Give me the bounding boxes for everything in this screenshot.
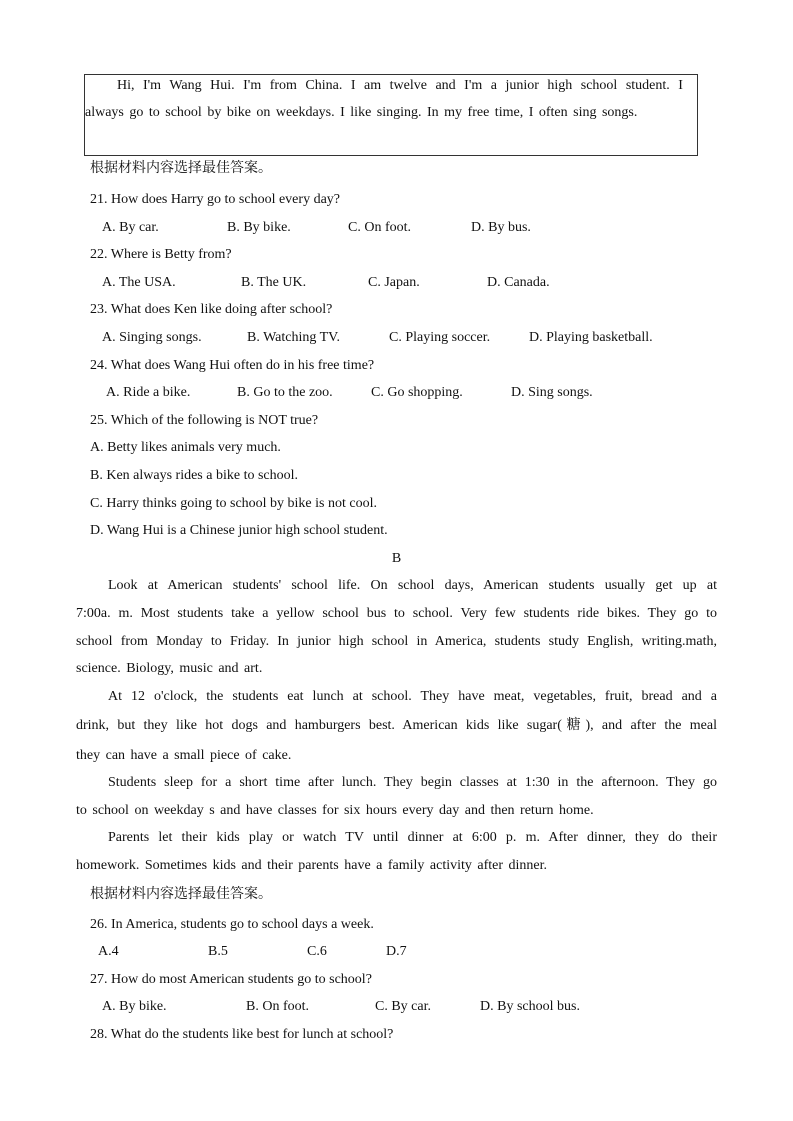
q22-option-d: D. Canada. [487,275,550,290]
section-b-label: B [391,551,402,566]
q27-option-c: C. By car. [375,999,431,1014]
passage-b-line-2: 7:00a. m. Most students take a yellow school bus to school. Very few students ride bikes. They go to [76,606,717,621]
q23-option-a: A. Singing songs. [102,330,202,345]
passage-a-box [84,74,698,156]
question-24: 24. What does Wang Hui often do in his free time? [90,358,375,373]
q25-option-b: B. Ken always rides a bike to school. [90,468,299,483]
passage-b-line-8: Students sleep for a short time after lunch. They begin classes at 1:30 in the afternoon. They go [108,775,717,790]
q21-option-a: A. By car. [102,220,159,235]
question-22: 22. Where is Betty from? [90,247,232,262]
q23-option-d: D. Playing basketball. [529,330,653,345]
q27-option-d: D. By school bus. [480,999,580,1014]
passage-b-line-3: school from Monday to Friday. In junior high school in America, students study English, writing.math, [76,634,717,649]
q23-option-c: C. Playing soccer. [389,330,491,345]
question-25: 25. Which of the following is NOT true? [90,413,319,428]
passage-b-line-1: Look at American students' school life. On school days, American students usually get up at [108,578,717,593]
q24-option-b: B. Go to the zoo. [237,385,333,400]
passage-b-line-4: science. Biology, music and art. [76,661,263,676]
q26-option-a: A.4 [98,944,119,959]
instruction-b: 根据材料内容选择最佳答案。 [90,886,272,902]
passage-b-line-9: to school on weekday s and have classes for six hours every day and then return home. [76,803,594,818]
passage-b-line-10: Parents let their kids play or watch TV until dinner at 6:00 p. m. After dinner, they do their [108,830,717,845]
q24-option-d: D. Sing songs. [511,385,593,400]
instruction-a: 根据材料内容选择最佳答案。 [90,160,272,176]
q25-option-d: D. Wang Hui is a Chinese junior high school student. [90,523,388,538]
passage-b-line-11: homework. Sometimes kids and their parents have a family activity after dinner. [76,858,548,873]
q24-option-c: C. Go shopping. [371,385,463,400]
q23-option-b: B. Watching TV. [247,330,340,345]
q25-option-a: A. Betty likes animals very much. [90,440,281,455]
q22-option-b: B. The UK. [241,275,307,290]
passage-b-line-5: At 12 o'clock, the students eat lunch at school. They have meat, vegetables, fruit, bread and a [108,689,717,704]
q21-option-b: B. By bike. [227,220,291,235]
q21-option-d: D. By bus. [471,220,531,235]
q22-option-a: A. The USA. [102,275,176,290]
passage-a-line-1: Hi, I'm Wang Hui. I'm from China. I am twelve and I'm a junior high school student. I [117,78,683,93]
question-23: 23. What does Ken like doing after school? [90,302,333,317]
question-21: 21. How does Harry go to school every day? [90,192,340,207]
question-27: 27. How do most American students go to school? [90,972,372,987]
q25-option-c: C. Harry thinks going to school by bike is not cool. [90,496,377,511]
q27-option-b: B. On foot. [246,999,309,1014]
q22-option-c: C. Japan. [368,275,420,290]
q26-option-b: B.5 [208,944,228,959]
passage-b-line-6: drink, but they like hot dogs and hamburgers best. American kids like sugar(糖), and after the meal [76,718,717,733]
q26-option-d: D.7 [386,944,407,959]
question-26: 26. In America, students go to school days a week. [90,917,374,932]
q21-option-c: C. On foot. [348,220,411,235]
q27-option-a: A. By bike. [102,999,167,1014]
q26-option-c: C.6 [307,944,327,959]
passage-a-line-2: always go to school by bike on weekdays. I like singing. In my free time, I often sing songs. [85,105,638,120]
question-28: 28. What do the students like best for lunch at school? [90,1027,394,1042]
passage-b-line-7: they can have a small piece of cake. [76,748,292,763]
q24-option-a: A. Ride a bike. [106,385,191,400]
